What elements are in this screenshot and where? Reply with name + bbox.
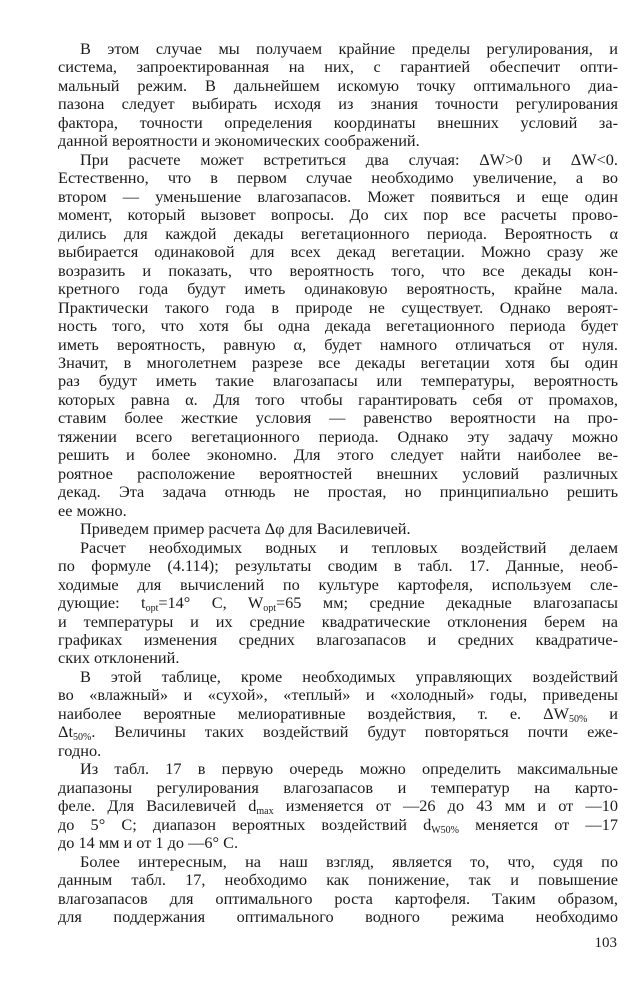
paragraph xyxy=(58,853,618,927)
text-line: данной вероятности и экономических соображений. xyxy=(58,132,420,151)
text-segment: =14° C, W xyxy=(158,594,264,613)
text-line: фактора, точности определения координаты внешних условий за- xyxy=(58,113,618,132)
text-line: В этом случае мы получаем крайние пределы регулирования, и xyxy=(80,40,618,58)
text-line: втором — уменьшение влагозапасов. Может появиться и еще один xyxy=(58,187,618,206)
text-line: годно. xyxy=(58,741,102,760)
subscript: 50% xyxy=(568,713,588,724)
text-segment: Δt xyxy=(58,723,73,742)
text-line xyxy=(58,594,618,612)
subscript: max xyxy=(256,806,274,816)
text-line: раз будут иметь такие влагозапасы или температуры, вероятность xyxy=(58,372,618,391)
text-line: решить и более экономно. Для этого следует найти наиболее ве- xyxy=(58,446,618,465)
text-line: Значит, в многолетнем разрезе все декады вегетации хотя бы один xyxy=(58,353,618,372)
text-line: диапазоны регулирования влагозапасов и температур на карто- xyxy=(58,778,618,797)
text-segment: =65 мм; средние декадные влагозапасы xyxy=(275,594,618,613)
text-line xyxy=(58,797,618,815)
text-segment: и xyxy=(587,704,618,723)
subscript: 50% xyxy=(73,732,92,742)
text-line xyxy=(58,816,618,834)
text-line: и температуры и их средние квадратические отклонения берем на xyxy=(58,612,618,631)
text-line: Расчет необходимых водных и тепловых воздействий делаем xyxy=(80,538,618,557)
text-line: Из табл. 17 в первую очередь можно определить максимальные xyxy=(80,760,618,779)
text-line: ставим более жесткие условия — равенство вероятности на про- xyxy=(58,409,618,428)
text-line: пазона следует выбирать исходя из знания точности регулирования xyxy=(58,95,618,114)
text-line: мальный режим. В дальнейшем искомую точку оптимального диа- xyxy=(58,76,618,95)
text-line: ность того, что хотя бы одна декада вегетационного периода будет xyxy=(58,317,618,336)
text-line: до 14 мм и от 1 до —6° С. xyxy=(58,834,239,853)
subscript: opt xyxy=(145,603,159,613)
page-number: 103 xyxy=(594,935,617,951)
text-line: Практически такого года в природе не существует. Однако вероят- xyxy=(58,298,618,317)
text-line xyxy=(58,705,618,723)
text-line: декад. Эта задача отнюдь не простая, но принципиально решить xyxy=(58,483,618,502)
subscript: opt xyxy=(263,603,276,613)
text-line xyxy=(58,723,618,741)
text-line: При расчете может встретиться два случая: ΔW>0 и ΔW<0. xyxy=(80,150,618,169)
text-line: тяжении всего вегетационного периода. Однако эту задачу можно xyxy=(58,427,618,446)
text-line: по формуле (4.114); результаты сводим в табл. 17. Данные, необ- xyxy=(58,557,618,576)
paragraph xyxy=(58,668,618,760)
text-segment: меняется от —17 xyxy=(459,815,618,834)
text-line: ходимые для вычислений по культуре картофеля, используем сле- xyxy=(58,575,618,594)
text-segment: до 5° С; диапазон вероятных воздействий d xyxy=(58,815,432,834)
text-line: дились для каждой декады вегетационного периода. Вероятность α xyxy=(58,224,618,243)
text-line: иметь вероятность, равную α, будет намного отличаться от нуля. xyxy=(58,335,618,354)
text-line: ее можно. xyxy=(58,501,127,520)
text-line: Естественно, что в первом случае необходимо увеличение, а во xyxy=(58,169,618,188)
text-line: возразить и показать, что вероятность того, что все декады кон- xyxy=(58,261,618,280)
text-line: В этой таблице, кроме необходимых управляющих воздействий xyxy=(80,667,618,686)
text-line: влагозапасов для оптимального роста картофеля. Таким образом, xyxy=(58,889,618,908)
text-line: система, запроектированная на них, с гарантией обеспечит опти- xyxy=(58,58,618,77)
text-line: ских отклонений. xyxy=(58,649,180,668)
text-line: Более интересным, на наш взгляд, является то, что, судя по xyxy=(80,852,618,871)
paragraph xyxy=(58,539,618,668)
text-line: для поддержания оптимального водного режима необходимо xyxy=(58,908,618,927)
paragraph xyxy=(58,760,618,852)
text-segment: дующие: t xyxy=(58,594,146,613)
paragraph xyxy=(58,40,618,151)
text-line: кретного года будут иметь одинаковую вероятность, крайне мала. xyxy=(58,280,618,299)
text-segment: наиболее вероятные мелиоративные воздействия, т. е. ΔW xyxy=(58,704,569,723)
text-segment: . Величины таких воздействий будут повторяться почти еже- xyxy=(91,723,618,742)
text-line: графиках изменения средних влагозапасов и средних квадратиче- xyxy=(58,631,618,649)
text-line: роятное расположение вероятностей внешних условий различных xyxy=(58,464,618,483)
subscript: W50% xyxy=(431,824,460,835)
text-line: которых равна α. Для того чтобы гарантировать себя от промахов, xyxy=(58,390,618,409)
text-line: данным табл. 17, необходимо как понижение, так и повышение xyxy=(58,871,618,890)
text-segment: изменяется от —26 до 43 мм и от —10 xyxy=(273,797,618,816)
text-segment: феле. Для Василевичей d xyxy=(58,797,257,816)
paragraph xyxy=(58,520,618,538)
text-line: во «влажный» и «сухой», «теплый» и «холодный» годы, приведены xyxy=(58,686,618,705)
text-line: момент, который вызовет вопросы. До сих пор все расчеты прово- xyxy=(58,206,618,225)
paragraph xyxy=(58,151,618,520)
page-body-text xyxy=(58,40,618,927)
text-line: выбирается одинаковой для всех декад вегетации. Можно сразу же xyxy=(58,243,618,262)
text-line: Приведем пример расчета Δφ для Василевичей. xyxy=(80,520,411,539)
